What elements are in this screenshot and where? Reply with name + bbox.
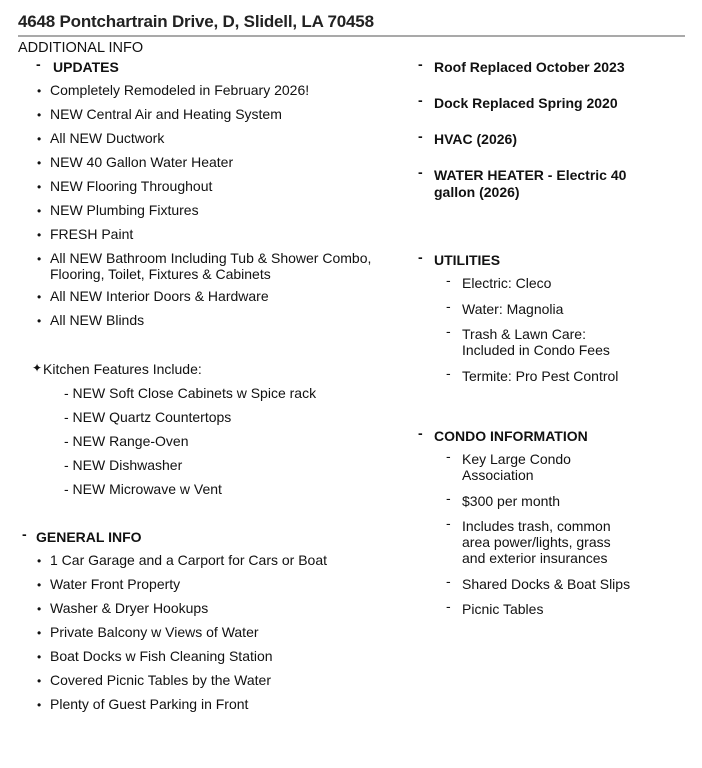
- dash-icon: -: [36, 56, 41, 72]
- general-item-text: Private Balcony w Views of Water: [50, 624, 259, 640]
- bullet-icon: •: [37, 314, 42, 328]
- dash-icon: -: [418, 56, 423, 72]
- general-info-heading: GENERAL INFO: [36, 529, 142, 545]
- general-item-text: 1 Car Garage and a Carport for Cars or Boat: [50, 552, 328, 568]
- condo-item: Key Large Condo Association: [462, 451, 571, 483]
- condo-item: Includes trash, common area power/lights, grass and exterior insurances: [462, 518, 611, 566]
- dash-icon: -: [418, 425, 423, 441]
- bullet-icon: •: [37, 602, 42, 616]
- update-item-text: FRESH Paint: [50, 226, 134, 242]
- update-item-text: All NEW Bathroom Including Tub & Shower Combo, Flooring, Toilet, Fixtures & Cabinets: [50, 250, 372, 282]
- condo-item: Shared Docks & Boat Slips: [462, 576, 631, 592]
- dash-icon: -: [22, 526, 27, 542]
- update-item-text: NEW Flooring Throughout: [50, 178, 213, 194]
- bullet-icon: •: [37, 698, 42, 712]
- kitchen-item: - NEW Microwave w Vent: [64, 481, 222, 497]
- bullet-icon: •: [37, 626, 42, 640]
- dash-icon: -: [446, 515, 451, 531]
- update-item-text: NEW 40 Gallon Water Heater: [50, 154, 234, 170]
- kitchen-item: - NEW Soft Close Cabinets w Spice rack: [64, 385, 317, 401]
- bullet-icon: •: [37, 554, 42, 568]
- general-item-text: Plenty of Guest Parking in Front: [50, 696, 249, 712]
- bullet-icon: •: [37, 290, 42, 304]
- dash-icon: -: [446, 448, 451, 464]
- kitchen-heading: Kitchen Features Include:: [43, 361, 202, 377]
- update-item-text: All NEW Ductwork: [50, 130, 165, 146]
- dash-icon: -: [418, 164, 423, 180]
- dash-icon: -: [446, 573, 451, 589]
- update-item-text: All NEW Blinds: [50, 312, 145, 328]
- dash-icon: -: [418, 92, 423, 108]
- star-icon: ✦: [32, 361, 43, 375]
- replacement-item: WATER HEATER - Electric 40 gallon (2026): [434, 167, 627, 200]
- utility-item: Termite: Pro Pest Control: [462, 368, 619, 384]
- dash-icon: -: [446, 490, 451, 506]
- dash-icon: -: [418, 249, 423, 265]
- replacement-item: HVAC (2026): [434, 131, 517, 147]
- utility-item: Electric: Cleco: [462, 275, 552, 291]
- dash-icon: -: [446, 365, 451, 381]
- bullet-icon: •: [37, 108, 42, 122]
- listing-title: 4648 Pontchartrain Drive, D, Slidell, LA 70458: [18, 12, 374, 31]
- bullet-icon: •: [37, 252, 42, 266]
- dash-icon: -: [418, 128, 423, 144]
- general-item-text: Water Front Property: [50, 576, 181, 592]
- kitchen-item: - NEW Quartz Countertops: [64, 409, 232, 425]
- bullet-icon: •: [37, 674, 42, 688]
- condo-item: $300 per month: [462, 493, 561, 509]
- utility-item: Water: Magnolia: [462, 301, 564, 317]
- general-item-text: Boat Docks w Fish Cleaning Station: [50, 648, 273, 664]
- utility-item: Trash & Lawn Care: Included in Condo Fees: [462, 326, 610, 358]
- general-item-text: Washer & Dryer Hookups: [50, 600, 209, 616]
- utilities-heading: UTILITIES: [434, 252, 501, 268]
- bullet-icon: •: [37, 650, 42, 664]
- bullet-icon: •: [37, 204, 42, 218]
- title-divider: [18, 35, 685, 37]
- replacement-item: Dock Replaced Spring 2020: [434, 95, 618, 111]
- section-subtitle: ADDITIONAL INFO: [18, 40, 144, 53]
- bullet-icon: •: [37, 132, 42, 146]
- update-item-text: Completely Remodeled in February 2026!: [50, 82, 310, 98]
- bullet-icon: •: [37, 228, 42, 242]
- condo-heading: CONDO INFORMATION: [434, 428, 588, 444]
- bullet-icon: •: [37, 578, 42, 592]
- bullet-icon: •: [37, 84, 42, 98]
- updates-heading: UPDATES: [53, 59, 119, 75]
- condo-item: Picnic Tables: [462, 601, 544, 617]
- dash-icon: -: [446, 598, 451, 614]
- kitchen-item: - NEW Range-Oven: [64, 433, 189, 449]
- dash-icon: -: [446, 272, 451, 288]
- bullet-icon: •: [37, 180, 42, 194]
- update-item-text: NEW Central Air and Heating System: [50, 106, 282, 122]
- replacement-item: Roof Replaced October 2023: [434, 59, 625, 75]
- general-item-text: Covered Picnic Tables by the Water: [50, 672, 271, 688]
- dash-icon: -: [446, 298, 451, 314]
- update-item-text: NEW Plumbing Fixtures: [50, 202, 199, 218]
- update-item-text: All NEW Interior Doors & Hardware: [50, 288, 269, 304]
- dash-icon: -: [446, 323, 451, 339]
- bullet-icon: •: [37, 156, 42, 170]
- kitchen-item: - NEW Dishwasher: [64, 457, 183, 473]
